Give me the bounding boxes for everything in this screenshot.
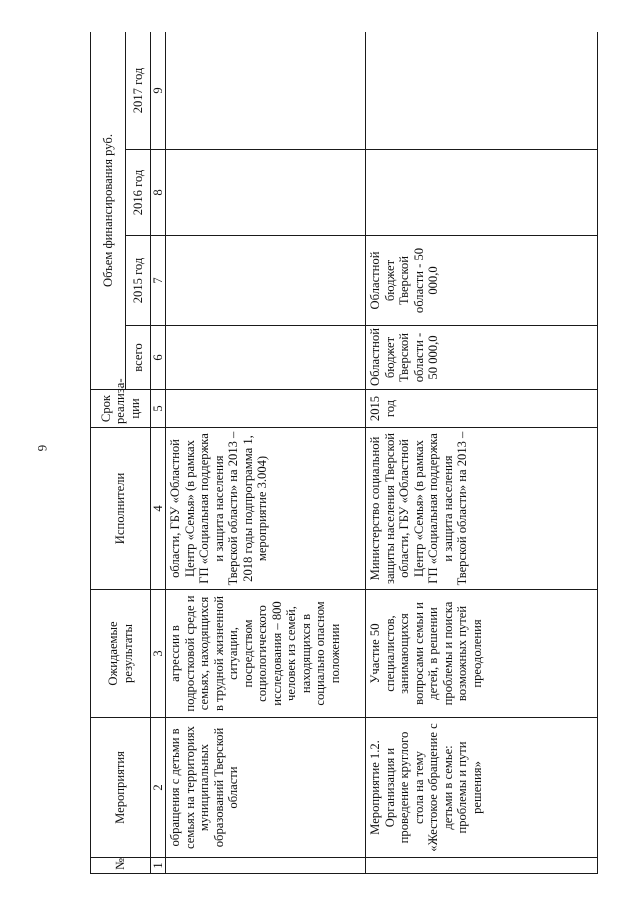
y2015-cell: Областной бюджет Тверской области - 50 000,0 (366, 236, 598, 326)
header-funding-group: Объем финансирования руб. (91, 32, 126, 390)
table-row (366, 32, 598, 874)
header-num: № (91, 858, 151, 874)
y2017-cell (166, 32, 366, 150)
funding-table (90, 32, 598, 874)
y2016-cell (366, 150, 598, 236)
event-cell: обращения с детьми в семьях на территориях муниципальных образований Тверской области (166, 718, 366, 858)
y2017-cell (366, 32, 598, 150)
y2015-cell (166, 236, 366, 326)
term-cell: 2015 год (366, 390, 598, 428)
landscape-page (90, 32, 598, 874)
term-cell (166, 390, 366, 428)
y2016-cell (166, 150, 366, 236)
executor-cell: Министерство социальной защиты населения Тверской области, ГБУ «Областной Центр «Семья» (в рамках ГП «Социальная поддержка и защита населения Тверской области» на 2013 – (366, 428, 598, 590)
column-number: 6 (151, 326, 166, 390)
header-results: Ожидаемые результаты (91, 590, 151, 718)
header-2016: 2016 год (126, 150, 151, 236)
row-num-cell (166, 858, 366, 874)
result-cell: Участие 50 специалистов, занимающихся вопросами семьи и детей, в решении проблемы и поиска возможных путей преодоления (366, 590, 598, 718)
total-cell: Областной бюджет Тверской области - 50 000,0 (366, 326, 598, 390)
header-2017: 2017 год (126, 32, 151, 150)
header-events: Мероприятия (91, 718, 151, 858)
total-cell (166, 326, 366, 390)
row-num-cell (366, 858, 598, 874)
column-number: 5 (151, 390, 166, 428)
page-number: 6 (35, 444, 50, 452)
column-number: 9 (151, 32, 166, 150)
column-number: 4 (151, 428, 166, 590)
executor-cell: области, ГБУ «Областной Центр «Семья» (в рамках ГП «Социальная поддержка и защита населения Тверской области» на 2013 – 2018 годы подпрограмма 1, мероприятие 3.004) (166, 428, 366, 590)
header-term: Срок реализа-ции (91, 390, 151, 428)
header-total: всего (126, 326, 151, 390)
column-number-row (151, 32, 166, 874)
column-number: 8 (151, 150, 166, 236)
column-number: 1 (151, 858, 166, 874)
column-number: 2 (151, 718, 166, 858)
result-cell: агрессии в подростковой среде и семьях, находящихся в трудной жизненной ситуации, посредством социологического исследования – 800 человек из семей, находящихся в социально опасном положении (166, 590, 366, 718)
header-executors: Исполнители (91, 428, 151, 590)
column-number: 3 (151, 590, 166, 718)
header-2015: 2015 год (126, 236, 151, 326)
rotated-table-area (90, 32, 598, 874)
table-row (166, 32, 366, 874)
column-number: 7 (151, 236, 166, 326)
event-cell: Мероприятие 1.2. Организация и проведение круглого стола на тему «Жестокое обращение с детьми в семье: проблемы и пути решения» (366, 718, 598, 858)
